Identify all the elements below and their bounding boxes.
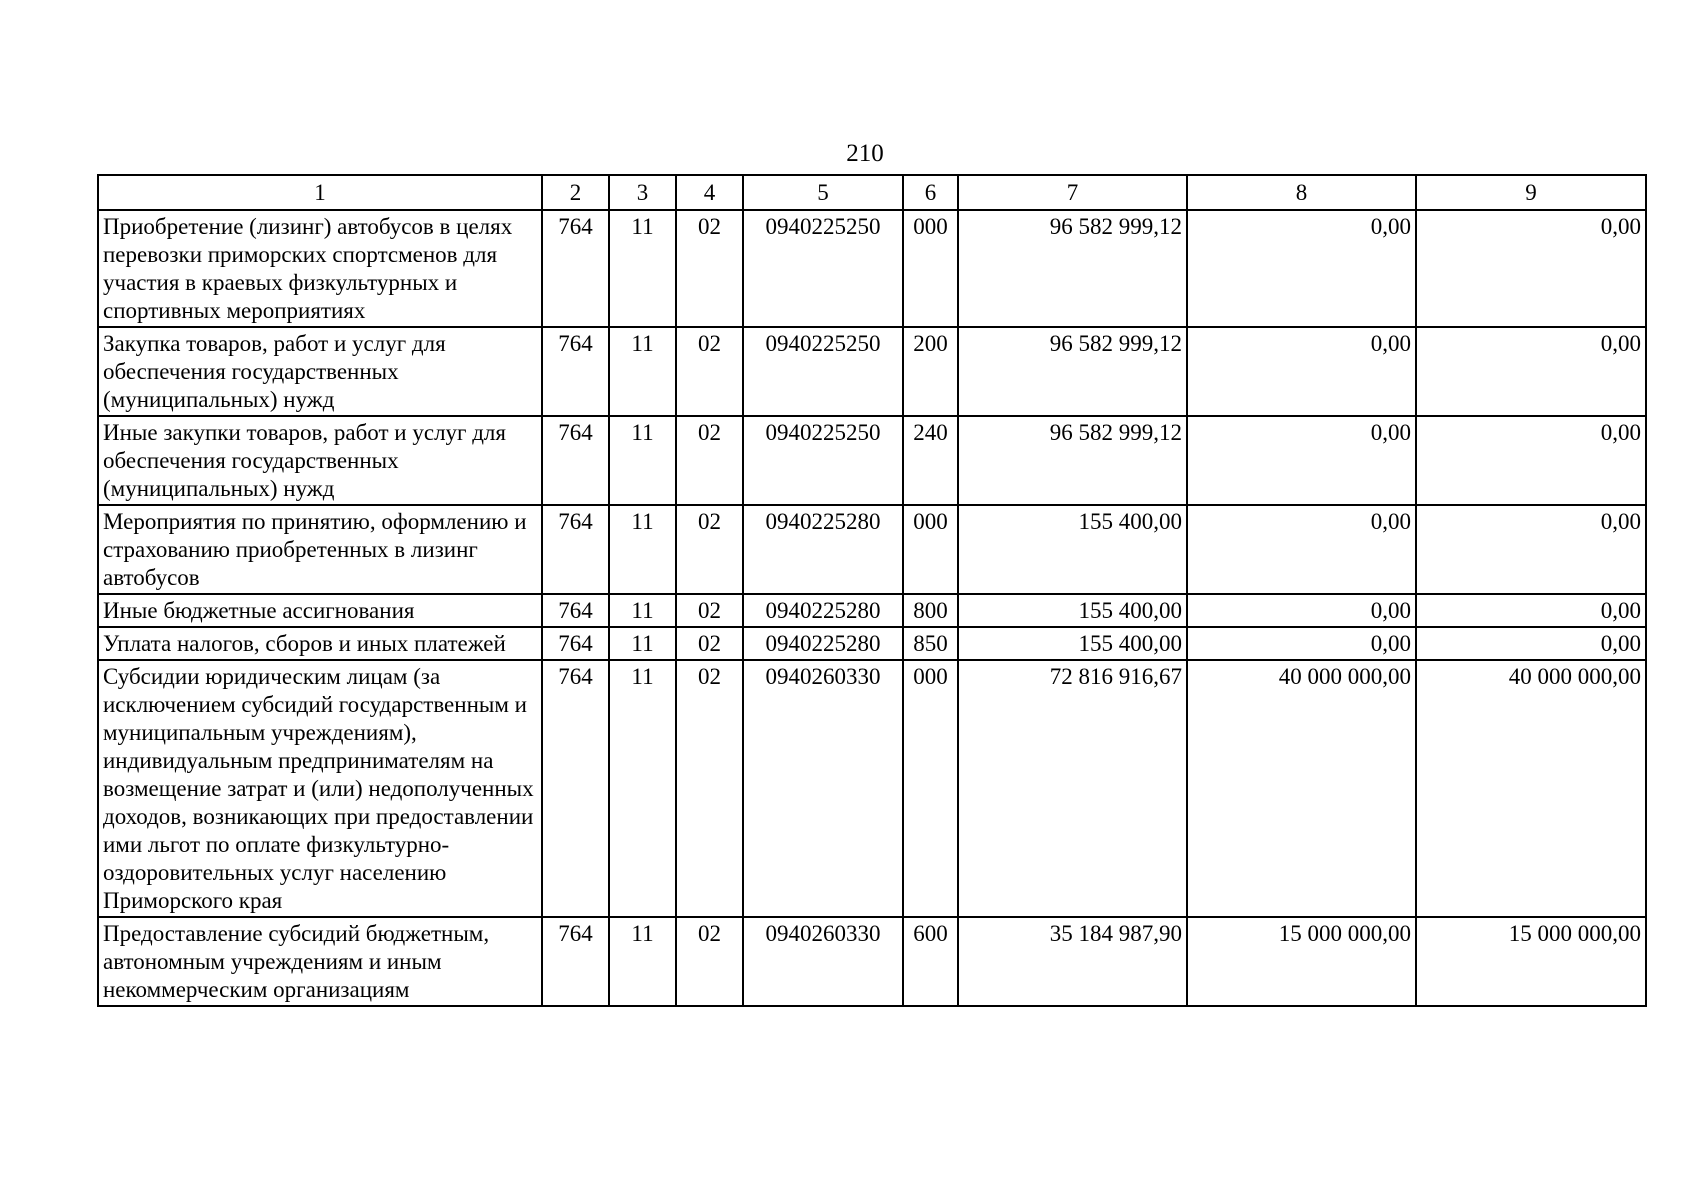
cell-col3: 11 — [609, 416, 676, 505]
col-header: 3 — [609, 175, 676, 210]
cell-col3: 11 — [609, 660, 676, 917]
cell-col8: 40 000 000,00 — [1187, 660, 1416, 917]
cell-col8: 0,00 — [1187, 327, 1416, 416]
cell-col4: 02 — [676, 627, 743, 660]
header-row — [98, 175, 1646, 210]
cell-col5: 0940260330 — [743, 917, 903, 1006]
cell-col6: 000 — [903, 660, 958, 917]
cell-col7: 155 400,00 — [958, 505, 1187, 594]
row-name: Приобретение (лизинг) автобусов в целях перевозки приморских спортсменов для участия в краевых физкультурных и спортивных мероприятиях — [98, 210, 542, 327]
cell-col3: 11 — [609, 917, 676, 1006]
cell-col6: 000 — [903, 210, 958, 327]
cell-col8: 0,00 — [1187, 594, 1416, 627]
cell-col2: 764 — [542, 594, 609, 627]
cell-col4: 02 — [676, 594, 743, 627]
cell-col5: 0940225280 — [743, 505, 903, 594]
cell-col4: 02 — [676, 416, 743, 505]
table-row — [98, 327, 1646, 416]
row-name: Уплата налогов, сборов и иных платежей — [98, 627, 542, 660]
cell-col5: 0940225250 — [743, 416, 903, 505]
col-header: 5 — [743, 175, 903, 210]
table-row — [98, 505, 1646, 594]
cell-col3: 11 — [609, 627, 676, 660]
cell-col8: 15 000 000,00 — [1187, 917, 1416, 1006]
cell-col7: 96 582 999,12 — [958, 327, 1187, 416]
row-name: Мероприятия по принятию, оформлению и страхованию приобретенных в лизинг автобусов — [98, 505, 542, 594]
cell-col9: 0,00 — [1416, 416, 1646, 505]
cell-col2: 764 — [542, 505, 609, 594]
cell-col3: 11 — [609, 594, 676, 627]
table-row — [98, 627, 1646, 660]
row-name: Субсидии юридическим лицам (за исключением субсидий государственным и муниципальным учреждениям), индивидуальным предпринимателям на возмещение затрат и (или) недополученных доходов, возникающих при предоставлении ими льгот по оплате физкультурно-оздоровительных услуг населению Приморского края — [98, 660, 542, 917]
cell-col9: 0,00 — [1416, 627, 1646, 660]
budget-table — [97, 174, 1647, 1007]
cell-col8: 0,00 — [1187, 416, 1416, 505]
page-number: 210 — [846, 140, 884, 167]
col-header: 9 — [1416, 175, 1646, 210]
col-header: 2 — [542, 175, 609, 210]
cell-col6: 600 — [903, 917, 958, 1006]
col-header: 4 — [676, 175, 743, 210]
table-row — [98, 660, 1646, 917]
cell-col7: 155 400,00 — [958, 594, 1187, 627]
row-name: Иные бюджетные ассигнования — [98, 594, 542, 627]
cell-col8: 0,00 — [1187, 210, 1416, 327]
cell-col9: 15 000 000,00 — [1416, 917, 1646, 1006]
cell-col4: 02 — [676, 505, 743, 594]
cell-col3: 11 — [609, 327, 676, 416]
cell-col6: 800 — [903, 594, 958, 627]
cell-col7: 155 400,00 — [958, 627, 1187, 660]
row-name: Предоставление субсидий бюджетным, автономным учреждениям и иным некоммерческим организациям — [98, 917, 542, 1006]
cell-col7: 96 582 999,12 — [958, 210, 1187, 327]
cell-col5: 0940225250 — [743, 210, 903, 327]
cell-col5: 0940225280 — [743, 594, 903, 627]
cell-col8: 0,00 — [1187, 627, 1416, 660]
cell-col2: 764 — [542, 917, 609, 1006]
col-header: 7 — [958, 175, 1187, 210]
col-header: 6 — [903, 175, 958, 210]
table-row — [98, 210, 1646, 327]
cell-col9: 40 000 000,00 — [1416, 660, 1646, 917]
cell-col2: 764 — [542, 416, 609, 505]
cell-col3: 11 — [609, 210, 676, 327]
cell-col6: 850 — [903, 627, 958, 660]
cell-col7: 96 582 999,12 — [958, 416, 1187, 505]
cell-col6: 000 — [903, 505, 958, 594]
cell-col7: 72 816 916,67 — [958, 660, 1187, 917]
col-header: 8 — [1187, 175, 1416, 210]
cell-col4: 02 — [676, 660, 743, 917]
cell-col5: 0940225280 — [743, 627, 903, 660]
cell-col4: 02 — [676, 327, 743, 416]
table-row — [98, 416, 1646, 505]
cell-col2: 764 — [542, 210, 609, 327]
cell-col9: 0,00 — [1416, 210, 1646, 327]
cell-col5: 0940225250 — [743, 327, 903, 416]
cell-col9: 0,00 — [1416, 327, 1646, 416]
cell-col3: 11 — [609, 505, 676, 594]
cell-col9: 0,00 — [1416, 505, 1646, 594]
table-row — [98, 917, 1646, 1006]
cell-col2: 764 — [542, 327, 609, 416]
cell-col7: 35 184 987,90 — [958, 917, 1187, 1006]
row-name: Закупка товаров, работ и услуг для обеспечения государственных (муниципальных) нужд — [98, 327, 542, 416]
cell-col2: 764 — [542, 627, 609, 660]
cell-col4: 02 — [676, 210, 743, 327]
cell-col6: 240 — [903, 416, 958, 505]
cell-col2: 764 — [542, 660, 609, 917]
col-header: 1 — [98, 175, 542, 210]
cell-col8: 0,00 — [1187, 505, 1416, 594]
cell-col4: 02 — [676, 917, 743, 1006]
row-name: Иные закупки товаров, работ и услуг для обеспечения государственных (муниципальных) нужд — [98, 416, 542, 505]
cell-col9: 0,00 — [1416, 594, 1646, 627]
table-row — [98, 594, 1646, 627]
cell-col5: 0940260330 — [743, 660, 903, 917]
cell-col6: 200 — [903, 327, 958, 416]
